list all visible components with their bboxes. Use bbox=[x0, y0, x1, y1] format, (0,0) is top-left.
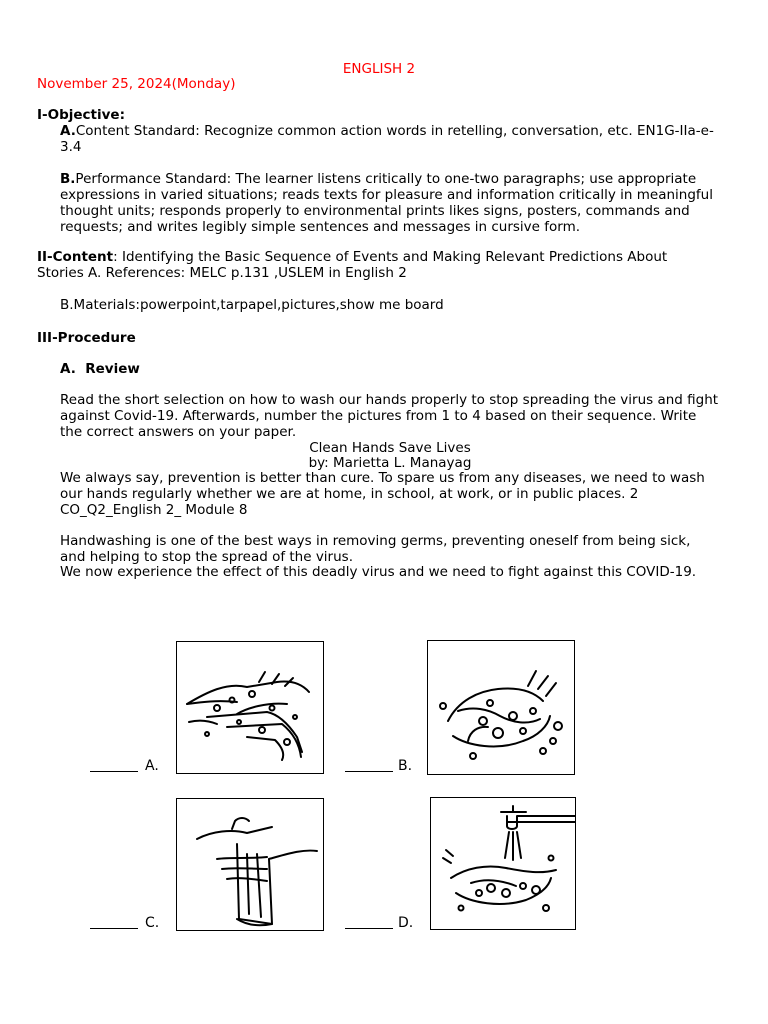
picture-letter-b: B. bbox=[398, 758, 413, 774]
hands-soap-icon bbox=[427, 640, 575, 775]
story-title: Clean Hands Save Lives bbox=[309, 440, 471, 456]
objective-heading: I-Objective: bbox=[37, 107, 125, 123]
review-label: A. bbox=[60, 361, 76, 377]
hands-germs-icon bbox=[176, 641, 324, 774]
answer-blank-c[interactable] bbox=[90, 928, 138, 929]
story-paragraph-2: Handwashing is one of the best ways in removing germs, preventing oneself from being sick, and helping to stop the spread of the virus. bbox=[60, 533, 691, 565]
picture-letter-d: D. bbox=[398, 915, 414, 931]
picture-letter-a: A. bbox=[145, 758, 159, 774]
subject-title bbox=[0, 61, 758, 77]
subject-text: ENGLISH 2 bbox=[342, 61, 416, 77]
review-instructions: Read the short selection on how to wash our hands properly to stop spreading the virus and fight against Covid-19. Afterwards, number the pictures from 1 to 4 based on their sequence. Write the correct answers on your paper. bbox=[60, 392, 719, 440]
performance-standard-text: Performance Standard: The learner listens critically to one-two paragraphs; use appropriate expressions in varied situations; reads texts for pleasure and information critically in meaningful thought units; responds properly to environmental prints likes signs, posters, commands and requests; and writes legibly simple sentences and messages in cursive form. bbox=[60, 171, 713, 235]
performance-standard-label: B. bbox=[60, 171, 76, 187]
hands-towel-icon bbox=[176, 798, 324, 931]
story-paragraph-1: We always say, prevention is better than cure. To spare us from any diseases, we need to wash our hands regularly whether we are at home, in school, at work, or in public places. 2 CO_Q2_English 2_ Module 8 bbox=[60, 470, 705, 518]
answer-blank-a[interactable] bbox=[90, 771, 138, 772]
content-standard-label: A. bbox=[60, 123, 76, 139]
materials: B.Materials:powerpoint,tarpapel,pictures,show me board bbox=[60, 297, 444, 313]
story-paragraph-3: We now experience the effect of this deadly virus and we need to fight against this COVID-19. bbox=[60, 564, 697, 580]
review-heading bbox=[60, 361, 140, 377]
procedure-heading: III-Procedure bbox=[37, 330, 136, 346]
content-text: : Identifying the Basic Sequence of Events and Making Relevant Predictions About Stories A. References: MELC p.131 ,USLEM in English 2 bbox=[37, 249, 668, 281]
content-heading: II-Content bbox=[37, 249, 114, 265]
answer-blank-b[interactable] bbox=[345, 771, 393, 772]
performance-standard bbox=[60, 171, 720, 235]
answer-blank-d[interactable] bbox=[345, 928, 393, 929]
review-heading-text: Review bbox=[85, 361, 140, 377]
content-section bbox=[37, 249, 717, 281]
content-standard-text: Content Standard: Recognize common action words in retelling, conversation, etc. EN1G-IIa-e-3.4 bbox=[60, 123, 714, 155]
story-author: by: Marietta L. Manayag bbox=[308, 455, 472, 471]
picture-letter-c: C. bbox=[145, 915, 160, 931]
content-standard bbox=[60, 123, 720, 155]
lesson-date: November 25, 2024(Monday) bbox=[37, 76, 236, 92]
hands-faucet-icon bbox=[430, 797, 576, 930]
